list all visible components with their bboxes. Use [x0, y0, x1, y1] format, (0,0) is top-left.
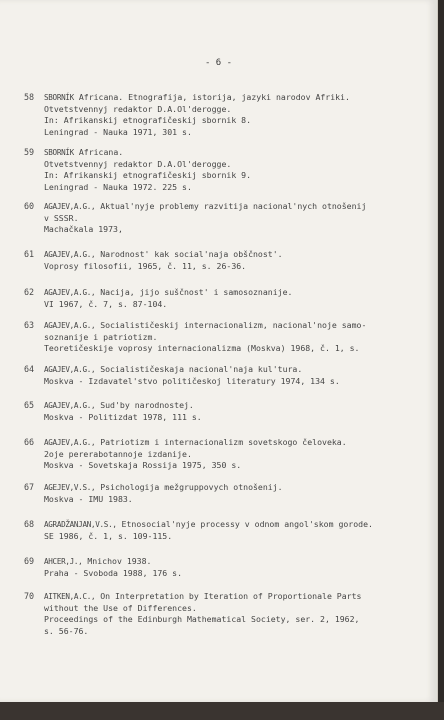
entry-line: [44, 332, 366, 344]
entry-detail: Voprosy filosofii, 1965, č. 11, s. 26-36.: [44, 260, 247, 271]
entry-line: [44, 92, 350, 104]
entry-detail: 2oje pererabotannoje izdanije.: [44, 448, 192, 459]
entry-detail: In: Afrikanskij etnografičeskij sbornik 8.: [44, 115, 252, 125]
entry-line: [44, 127, 350, 139]
entry-text: [44, 201, 366, 236]
entry-line: [44, 556, 182, 568]
entry-title: On Interpretation by Iteration of Proportionale Parts: [95, 591, 362, 601]
scanner-background: [0, 702, 444, 720]
entry-line: [44, 115, 350, 127]
entry-line: [44, 449, 347, 461]
entry-number: 67: [24, 482, 35, 492]
entry-text: [44, 556, 182, 579]
entry-line: [44, 159, 251, 171]
entry-detail: Leningrad - Nauka 1971, 301 s.: [44, 126, 192, 137]
entry-number: 60: [24, 201, 35, 211]
entry-author: AITKEN,A.C.,: [44, 592, 96, 601]
entry-detail: Moskva - Sovetskaja Rossija 1975, 350 s.: [44, 460, 242, 470]
entry-line: [44, 182, 251, 194]
entry-line: [44, 531, 373, 543]
entry-number: 70: [24, 591, 35, 601]
entry-author: AGAJEV,A.G.,: [44, 288, 96, 297]
entry-line: [44, 147, 251, 159]
entry-line: [44, 213, 366, 225]
entry-line: [44, 400, 202, 412]
entry-title: Psichologija mežgruppovych otnošenij.: [95, 482, 283, 492]
entry-detail: In: Afrikanskij etnografičeskij sbornik 9.: [44, 170, 252, 180]
entry-line: [44, 104, 350, 116]
entry-number: 66: [24, 437, 35, 447]
entry-author: AGAJEV,A.G.,: [44, 365, 96, 374]
entry-line: [44, 364, 340, 376]
entry-text: [44, 92, 350, 138]
entry-text: [44, 519, 373, 542]
entry-author: AGAJEV,A.G.,: [44, 250, 96, 259]
entry-detail: soznanije i patriotizm.: [44, 331, 158, 342]
entry-author: AGAJEV,A.G.,: [44, 401, 96, 410]
entry-number: 69: [24, 556, 35, 566]
entry-text: [44, 287, 292, 310]
entry-title: Nacija, jijo suščnost' i samosoznanije.: [95, 287, 293, 297]
entry-detail: Leningrad - Nauka 1972. 225 s.: [44, 181, 192, 192]
entry-detail: VI 1967, č. 7, s. 87-104.: [44, 298, 168, 309]
entry-line: [44, 460, 347, 472]
entry-detail: Moskva - Politizdat 1978, 111 s.: [44, 411, 202, 422]
entry-number: 68: [24, 519, 35, 529]
entry-detail: Proceedings of the Edinburgh Mathematical Society, ser. 2, 1962,: [44, 614, 360, 624]
entry-line: [44, 299, 292, 311]
entry-number: 63: [24, 320, 35, 330]
entry-line: [44, 261, 283, 273]
entry-text: [44, 591, 361, 637]
entry-line: [44, 320, 366, 332]
entry-text: [44, 482, 283, 505]
entry-number: 62: [24, 287, 35, 297]
entry-line: [44, 591, 361, 603]
entry-number: 59: [24, 147, 35, 157]
entry-author: SBORNÍK: [44, 93, 74, 102]
entry-line: [44, 343, 366, 355]
entry-title: Socialističeskaja nacional'naja kul'tura.: [95, 364, 303, 374]
entry-line: [44, 170, 251, 182]
entry-line: [44, 287, 292, 299]
entry-text: [44, 437, 347, 472]
entry-detail: Machačkala 1973,: [44, 224, 123, 234]
entry-line: [44, 201, 366, 213]
entry-detail: Teoretičeskije voprosy internacionalizma (Moskva) 1968, č. 1, s.: [44, 343, 360, 353]
entry-line: [44, 614, 361, 626]
entry-detail: Moskva - Izdavatel'stvo političeskoj literatury 1974, 134 s.: [44, 375, 340, 386]
entry-number: 58: [24, 92, 35, 102]
page-number: - 6 -: [204, 58, 233, 68]
entry-title: Patriotizm i internacionalizm sovetskogo čeloveka.: [95, 437, 347, 447]
entry-number: 61: [24, 249, 35, 259]
entry-author: AGAJEV,A.G.,: [44, 202, 96, 211]
entry-line: [44, 519, 373, 531]
entry-line: [44, 249, 283, 261]
entry-detail: SE 1986, č. 1, s. 109-115.: [44, 530, 173, 541]
entry-line: [44, 482, 283, 494]
entry-line: [44, 412, 202, 424]
entry-detail: Otvetstvennyj redaktor D.A.Ol'derogge.: [44, 103, 232, 114]
entry-author: AGAJEV,A.G.,: [44, 321, 96, 330]
entry-line: [44, 494, 283, 506]
entry-number: 65: [24, 400, 35, 410]
entry-author: AGAJEV,A.G.,: [44, 438, 96, 447]
entry-detail: s. 56-76.: [44, 625, 89, 636]
entry-line: [44, 224, 366, 236]
entry-line: [44, 437, 347, 449]
entry-number: 64: [24, 364, 35, 374]
entry-text: [44, 320, 366, 355]
entry-author: AGRADŽANJAN,V.S.,: [44, 520, 117, 529]
entry-text: [44, 147, 251, 193]
entry-title: Africana.: [73, 147, 124, 157]
entry-author: SBORNÍK: [44, 148, 74, 157]
entry-title: Africana. Etnografija, istorija, jazyki narodov Afriki.: [73, 92, 350, 102]
entry-text: [44, 364, 340, 387]
entry-author: AGEJEV,V.S.,: [44, 483, 96, 492]
entry-detail: without the Use of Differences.: [44, 602, 197, 613]
entry-line: [44, 626, 361, 638]
entry-line: [44, 603, 361, 615]
entry-title: Narodnost' kak social'naja obščnost'.: [95, 249, 283, 259]
entry-text: [44, 400, 202, 423]
entry-detail: Otvetstvennyj redaktor D.A.Ol'derogge.: [44, 158, 232, 169]
entry-line: [44, 376, 340, 388]
entry-title: Sud'by narodnostej.: [95, 400, 194, 410]
entry-title: Aktual'nyje problemy razvitija nacional'nych otnošenij: [95, 201, 367, 211]
entry-detail: v SSSR.: [44, 212, 79, 223]
entry-detail: Praha - Svoboda 1988, 176 s.: [44, 567, 183, 578]
entry-text: [44, 249, 283, 272]
entry-author: AHCER,J.,: [44, 557, 83, 566]
entry-title: Mnichov 1938.: [82, 556, 152, 566]
entry-line: [44, 568, 182, 580]
entry-detail: Moskva - IMU 1983.: [44, 493, 133, 504]
entry-title: Socialističeskij internacionalizm, nacional'noje samo-: [95, 320, 367, 330]
entry-title: Etnosocial'nyje processy v odnom angol'skom gorode.: [116, 519, 373, 529]
